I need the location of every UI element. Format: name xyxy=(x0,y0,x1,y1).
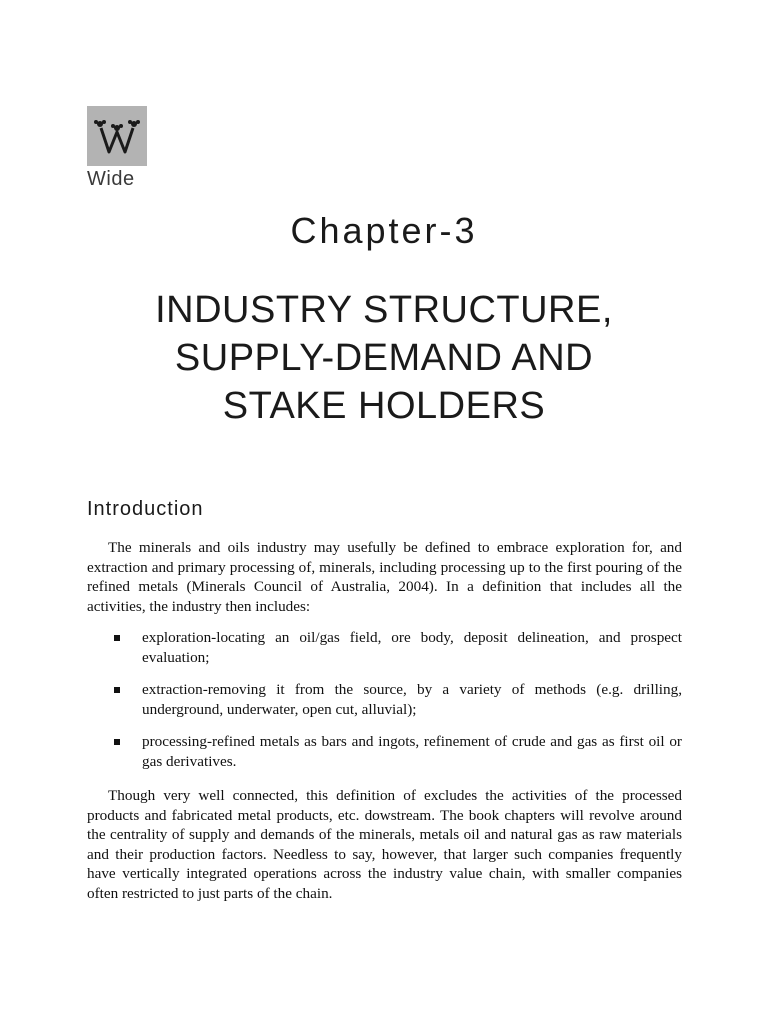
body-paragraph: Though very well connected, this definition of excludes the activities of the processed products and fabricated metal products, etc. dowstream. The book chapters will revolve around the centrality of supply and demands of the minerals, metals oil and natural gas as raw materials and their production factors. Needless to say, however, that larger such companies frequently have vertically integrated operations across the industry value chain, with smaller companies often restricted to just parts of the chain. xyxy=(87,787,682,902)
list-item-text: extraction-removing it from the source, by a variety of methods (e.g. drilling, underground, underwater, open cut, alluvial); xyxy=(142,681,682,718)
list-item-text: exploration-locating an oil/gas field, ore body, deposit delineation, and prospect evaluation; xyxy=(142,629,682,666)
list-item xyxy=(87,680,682,719)
chapter-label: Chapter-3 xyxy=(290,210,478,251)
list-item-text: processing-refined metals as bars and ingots, refinement of crude and gas as first oil or gas derivatives. xyxy=(142,733,682,770)
square-bullet-icon xyxy=(114,739,120,745)
chapter-title xyxy=(110,286,658,430)
chapter-title-line: STAKE HOLDERS xyxy=(222,385,546,427)
list-item xyxy=(87,628,682,667)
square-bullet-icon xyxy=(114,687,120,693)
intro-paragraph: The minerals and oils industry may usefully be defined to embrace exploration for, and extraction and primary processing of, minerals, including processing up to the first pouring of the refined metals (Minerals Council of Australia, 2004). In a definition that includes all the activities, the industry then includes: xyxy=(87,539,682,615)
square-bullet-icon xyxy=(114,635,120,641)
w-flower-logo-icon xyxy=(87,106,147,166)
logo-text: Wide xyxy=(87,168,135,190)
chapter-title-line: INDUSTRY STRUCTURE, xyxy=(155,289,613,331)
section-heading: Introduction xyxy=(87,498,204,520)
activity-list xyxy=(87,628,682,784)
publisher-logo xyxy=(87,106,147,192)
list-item xyxy=(87,732,682,771)
chapter-title-line: SUPPLY-DEMAND AND xyxy=(174,337,594,379)
